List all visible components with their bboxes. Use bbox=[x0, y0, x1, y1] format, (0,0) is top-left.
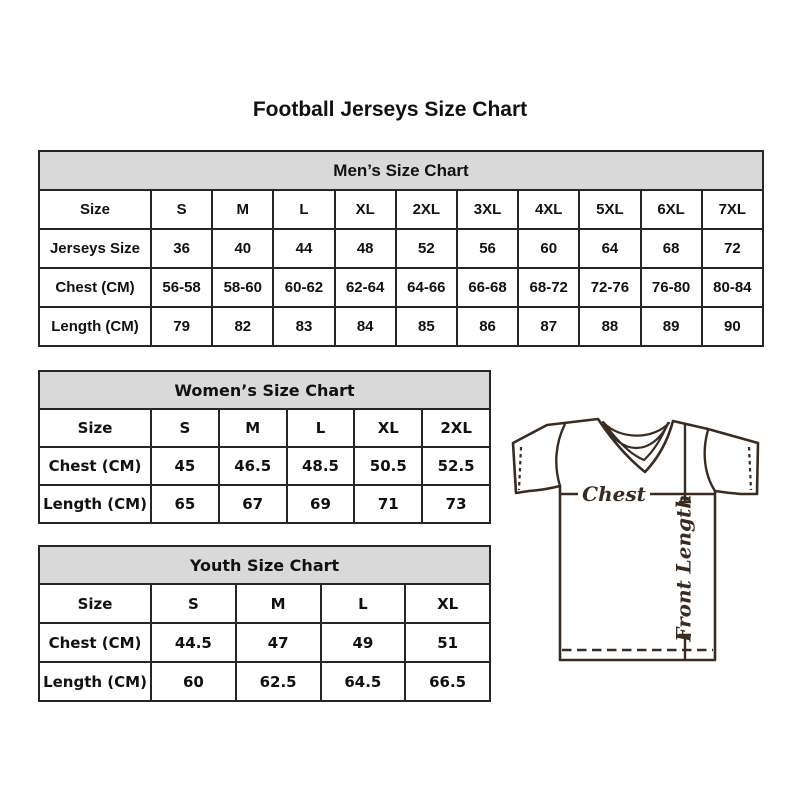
size-value-cell: S bbox=[151, 190, 212, 229]
size-value-cell: 47 bbox=[236, 623, 321, 662]
size-value-cell: 64 bbox=[579, 229, 640, 268]
size-value-cell: L bbox=[287, 409, 355, 447]
table-header-row bbox=[39, 546, 490, 584]
sleeve-seam-lines bbox=[556, 424, 715, 491]
front-length-label: Front Length bbox=[671, 494, 696, 642]
size-value-cell: 52.5 bbox=[422, 447, 490, 485]
size-value-cell: M bbox=[219, 409, 287, 447]
size-value-cell: L bbox=[321, 584, 406, 623]
table-header-row bbox=[39, 151, 763, 190]
size-value-cell: 89 bbox=[641, 307, 702, 346]
table-row bbox=[39, 409, 490, 447]
size-value-cell: 73 bbox=[422, 485, 490, 523]
size-value-cell: 45 bbox=[151, 447, 219, 485]
chest-label: Chest bbox=[582, 482, 646, 506]
size-value-cell: 90 bbox=[702, 307, 763, 346]
size-value-cell: XL bbox=[354, 409, 422, 447]
size-value-cell: L bbox=[273, 190, 334, 229]
size-value-cell: 44 bbox=[273, 229, 334, 268]
row-label-cell: Jerseys Size bbox=[39, 229, 151, 268]
size-value-cell: XL bbox=[405, 584, 490, 623]
size-value-cell: 85 bbox=[396, 307, 457, 346]
table-header-row bbox=[39, 371, 490, 409]
womens-table-header: Women’s Size Chart bbox=[39, 371, 490, 409]
row-label-cell: Length (CM) bbox=[39, 662, 151, 701]
size-value-cell: 48 bbox=[335, 229, 396, 268]
size-value-cell: 86 bbox=[457, 307, 518, 346]
size-value-cell: 5XL bbox=[579, 190, 640, 229]
size-value-cell: 46.5 bbox=[219, 447, 287, 485]
size-value-cell: 51 bbox=[405, 623, 490, 662]
size-value-cell: 69 bbox=[287, 485, 355, 523]
size-value-cell: 64-66 bbox=[396, 268, 457, 307]
size-value-cell: 60 bbox=[518, 229, 579, 268]
row-label-cell: Length (CM) bbox=[39, 485, 151, 523]
size-value-cell: 52 bbox=[396, 229, 457, 268]
table-row bbox=[39, 485, 490, 523]
table-row bbox=[39, 447, 490, 485]
row-label-cell: Size bbox=[39, 190, 151, 229]
size-value-cell: 68 bbox=[641, 229, 702, 268]
table-row bbox=[39, 229, 763, 268]
size-value-cell: 58-60 bbox=[212, 268, 273, 307]
size-value-cell: 72-76 bbox=[579, 268, 640, 307]
table-row bbox=[39, 307, 763, 346]
size-value-cell: 50.5 bbox=[354, 447, 422, 485]
womens-size-table bbox=[38, 370, 491, 524]
size-value-cell: 56-58 bbox=[151, 268, 212, 307]
size-value-cell: 4XL bbox=[518, 190, 579, 229]
size-value-cell: 83 bbox=[273, 307, 334, 346]
size-value-cell: M bbox=[236, 584, 321, 623]
size-value-cell: 2XL bbox=[396, 190, 457, 229]
row-label-cell: Chest (CM) bbox=[39, 623, 151, 662]
size-value-cell: S bbox=[151, 584, 236, 623]
size-value-cell: 66.5 bbox=[405, 662, 490, 701]
youth-size-table bbox=[38, 545, 491, 702]
size-value-cell: XL bbox=[335, 190, 396, 229]
row-label-cell: Chest (CM) bbox=[39, 268, 151, 307]
size-value-cell: 66-68 bbox=[457, 268, 518, 307]
table-row bbox=[39, 662, 490, 701]
size-value-cell: 64.5 bbox=[321, 662, 406, 701]
size-value-cell: 44.5 bbox=[151, 623, 236, 662]
size-value-cell: 62-64 bbox=[335, 268, 396, 307]
size-value-cell: 82 bbox=[212, 307, 273, 346]
size-value-cell: 80-84 bbox=[702, 268, 763, 307]
size-value-cell: S bbox=[151, 409, 219, 447]
table-row bbox=[39, 268, 763, 307]
size-value-cell: 60 bbox=[151, 662, 236, 701]
mens-size-table bbox=[38, 150, 764, 347]
size-value-cell: 36 bbox=[151, 229, 212, 268]
size-value-cell: M bbox=[212, 190, 273, 229]
size-value-cell: 60-62 bbox=[273, 268, 334, 307]
size-value-cell: 2XL bbox=[422, 409, 490, 447]
size-value-cell: 3XL bbox=[457, 190, 518, 229]
row-label-cell: Length (CM) bbox=[39, 307, 151, 346]
size-value-cell: 40 bbox=[212, 229, 273, 268]
size-value-cell: 68-72 bbox=[518, 268, 579, 307]
table-row bbox=[39, 623, 490, 662]
size-value-cell: 87 bbox=[518, 307, 579, 346]
row-label-cell: Size bbox=[39, 409, 151, 447]
row-label-cell: Size bbox=[39, 584, 151, 623]
page-title: Football Jerseys Size Chart bbox=[252, 98, 528, 121]
size-value-cell: 7XL bbox=[702, 190, 763, 229]
size-value-cell: 72 bbox=[702, 229, 763, 268]
size-value-cell: 76-80 bbox=[641, 268, 702, 307]
size-value-cell: 49 bbox=[321, 623, 406, 662]
size-value-cell: 88 bbox=[579, 307, 640, 346]
size-value-cell: 56 bbox=[457, 229, 518, 268]
size-value-cell: 84 bbox=[335, 307, 396, 346]
table-row bbox=[39, 190, 763, 229]
size-value-cell: 65 bbox=[151, 485, 219, 523]
size-value-cell: 62.5 bbox=[236, 662, 321, 701]
row-label-cell: Chest (CM) bbox=[39, 447, 151, 485]
size-value-cell: 79 bbox=[151, 307, 212, 346]
mens-table-header: Men’s Size Chart bbox=[39, 151, 763, 190]
size-value-cell: 67 bbox=[219, 485, 287, 523]
table-row bbox=[39, 584, 490, 623]
size-value-cell: 48.5 bbox=[287, 447, 355, 485]
size-value-cell: 71 bbox=[354, 485, 422, 523]
jersey-measurement-diagram bbox=[500, 396, 772, 678]
size-value-cell: 6XL bbox=[641, 190, 702, 229]
youth-table-header: Youth Size Chart bbox=[39, 546, 490, 584]
